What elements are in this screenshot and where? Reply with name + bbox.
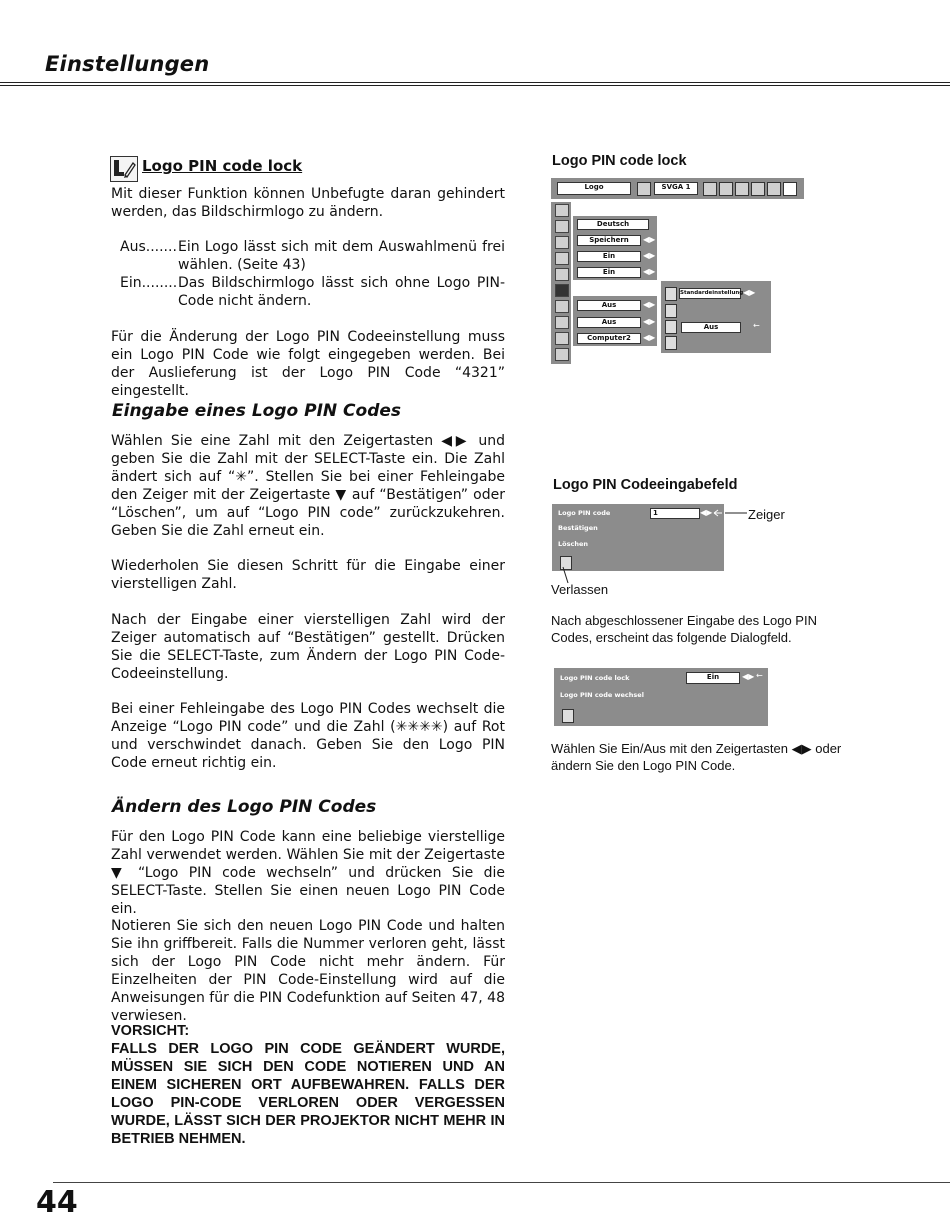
settings-menu-screenshot (551, 178, 804, 364)
logo-submenu (661, 281, 771, 353)
option-row-aus (120, 238, 505, 274)
menu-blue-back-icon (555, 252, 569, 265)
pointer-label: Zeiger (748, 507, 785, 522)
footer-divider (53, 1182, 950, 1183)
pin-entry-caption: Nach abgeschlossener Eingabe des Logo PIN Codes, erscheint das folgende Dialogfeld. (551, 613, 817, 645)
menu-terminal-icon (555, 332, 569, 345)
menu-input-icon (703, 182, 717, 196)
pin-lock-caption: Wählen Sie Ein/Aus mit den Zeigertasten ◀▶ oder ändern Sie den Logo PIN Code. (551, 741, 842, 773)
enter-pin-paragraph-3: Nach der Eingabe einer vierstelligen Zahl wird der Zeiger automatisch auf “Bestätigen” gestellt. Drücken Sie die SELECT-Taste, zum Ändern der Logo PIN Code-Codeeinstellung. (111, 612, 505, 682)
submenu-label-field: Standardeinstellung (679, 288, 741, 299)
caution-label: VORSICHT: (111, 1023, 190, 1039)
menu-sound-icon (735, 182, 749, 196)
menu-logo-field: Logo (557, 182, 631, 195)
change-pin-paragraph-2: Notieren Sie sich den neuen Logo PIN Code und halten Sie ihn griffbereit. Falls die Nummer verloren geht, lässt sich der Logo PIN Code nicht mehr ändern. Für Einzelheiten der PIN Code-Einstellung wird auf die Anweisungen für die PIN Codefunktion auf Seiten 47, 48 verwiesen. (111, 918, 505, 1024)
menu-top-bar (551, 178, 804, 199)
change-note-paragraph: Für die Änderung der Logo PIN Codeeinstellung muss ein Logo PIN Code wie folgt eingegeben werden. Bei der Auslieferung ist der Logo PIN Code “4321” eingestellt. (111, 329, 505, 399)
menu-value-field: Aus (577, 300, 641, 311)
menu-svga-field: SVGA 1 (654, 182, 698, 195)
submenu-value-field: Aus (681, 322, 741, 333)
option-definition: Das Bildschirmlogo lässt sich ohne Logo PIN-Code nicht ändern. (178, 275, 505, 309)
menu-left-right-arrow-icon: ◀▶ (643, 317, 656, 326)
page-number: 44 (36, 1185, 78, 1220)
menu-screen-adjust-icon (751, 182, 765, 196)
menu-logo-icon (555, 284, 569, 297)
exit-label: Verlassen (551, 582, 609, 597)
header-divider-double (0, 85, 950, 86)
page-header-title: Einstellungen (45, 52, 210, 76)
option-term: Aus....... (120, 239, 177, 255)
menu-left-right-arrow-icon: ◀▶ (643, 251, 656, 260)
pointer-arrow-icon: ← (753, 321, 760, 330)
menu-display-icon (555, 268, 569, 281)
menu-screen-icon (637, 182, 651, 196)
pin-entry-input: 1 (650, 508, 700, 519)
menu-ceiling-icon (555, 300, 569, 313)
figure-title-pin-entry: Logo PIN Codeeingabefeld (553, 477, 738, 493)
submenu-exit-icon (665, 336, 677, 350)
menu-keystone-icon (555, 236, 569, 249)
menu-left-right-arrow-icon: ◀▶ (743, 288, 756, 297)
pin-entry-row-clear: Löschen (558, 540, 588, 548)
menu-left-right-arrow-icon: ◀▶ (643, 333, 656, 342)
enter-pin-paragraph-2: Wiederholen Sie diesen Schritt für die Eingabe einer vierstelligen Zahl. (111, 558, 505, 592)
submenu-logo-icon (665, 287, 677, 301)
menu-left-right-arrow-icon: ◀▶ (742, 672, 755, 681)
pin-lock-row: Logo PIN code lock (560, 674, 630, 682)
menu-info-icon (783, 182, 797, 196)
menu-scroll-up-icon (555, 204, 569, 217)
logo-pin-lock-icon (110, 156, 138, 182)
enter-pin-paragraph-4: Bei einer Fehleingabe des Logo PIN Codes wechselt die Anzeige “Logo PIN code” und die Zahl (✳✳✳✳) auf Rot und verschwindet danach. Geben Sie den Logo PIN Code erneut richtig ein. (111, 701, 505, 771)
section-heading-enter-pin: Eingabe eines Logo PIN Codes (112, 401, 402, 421)
figure-title-logo-pin-lock: Logo PIN code lock (552, 153, 687, 169)
menu-value-field: Ein (577, 267, 641, 278)
menu-side-bar (551, 202, 571, 364)
menu-value-field: Ein (577, 251, 641, 262)
pointer-arrow-icon: ← (756, 671, 763, 680)
menu-value-field: Aus (577, 317, 641, 328)
menu-settings-icon (767, 182, 781, 196)
menu-left-right-arrow-icon: ◀▶ (700, 508, 713, 517)
option-definition: Ein Logo lässt sich mit dem Auswahlmenü frei wählen. (Seite 43) (178, 239, 505, 273)
menu-image-icon (719, 182, 733, 196)
header-divider (0, 82, 950, 83)
menu-value-field: Computer2 (577, 333, 641, 344)
option-definitions (120, 238, 505, 310)
menu-left-right-arrow-icon: ◀▶ (643, 267, 656, 276)
change-pin-paragraph-1: Für den Logo PIN Code kann eine beliebige vierstellige Zahl verwendet werden. Wählen Sie mit der Zeigertaste ▼ “Logo PIN code wechseln” und drücken Sie die SELECT-Taste. Stellen Sie einen neuen Logo PIN Code ein. (111, 829, 505, 917)
pin-entry-row-confirm: Bestätigen (558, 524, 598, 532)
pin-entry-row-code: Logo PIN code (558, 509, 611, 517)
enter-pin-paragraph-1: Wählen Sie eine Zahl mit den Zeigertasten ◀▶ und geben Sie die Zahl mit der SELECT-Taste ein. Die Zahl ändert sich auf “✳”. Stellen Sie bei einer Fehleingabe den Zeiger mit der Zeigertaste ▼ auf “Bestätigen” oder “Löschen”, um auf “Logo PIN code” zurückzukehren. Geben Sie die Zahl erneut ein. (111, 433, 505, 539)
menu-language-icon (555, 220, 569, 233)
submenu-pin-lock-icon (665, 320, 677, 334)
pin-lock-value-field: Ein (686, 672, 740, 684)
intro-paragraph: Mit dieser Funktion können Unbefugte daran gehindert werden, das Bildschirmlogo zu ändern. (111, 186, 505, 220)
menu-value-field: Speichern (577, 235, 641, 246)
pin-entry-dialog (552, 504, 724, 571)
option-term: Ein........ (120, 275, 178, 291)
menu-rear-icon (555, 316, 569, 329)
section-heading-change-pin: Ändern des Logo PIN Codes (112, 797, 377, 817)
pointer-callout-line (712, 508, 748, 518)
menu-left-right-arrow-icon: ◀▶ (643, 235, 656, 244)
menu-scroll-down-icon (555, 348, 569, 361)
pin-lock-exit-icon (562, 709, 574, 723)
caution-text: FALLS DER LOGO PIN CODE GEÄNDERT WURDE, MÜSSEN SIE SICH DEN CODE NOTIEREN UND AN EINEM SICHEREN ORT AUFBEWAHREN. FALLS DER LOGO PIN-CODE VERLOREN ODER VERGESSEN WURDE, LÄSST SICH DER PROJEKTOR NICHT MEHR IN BETRIEB NEHMEN. (111, 1041, 505, 1147)
pin-lock-dialog (554, 668, 768, 726)
option-row-ein (120, 274, 505, 310)
menu-left-right-arrow-icon: ◀▶ (643, 300, 656, 309)
menu-value-field: Deutsch (577, 219, 649, 230)
submenu-capture-icon (665, 304, 677, 318)
pin-change-row: Logo PIN code wechsel (560, 691, 644, 699)
logo-pin-lock-heading: Logo PIN code lock (142, 157, 303, 175)
